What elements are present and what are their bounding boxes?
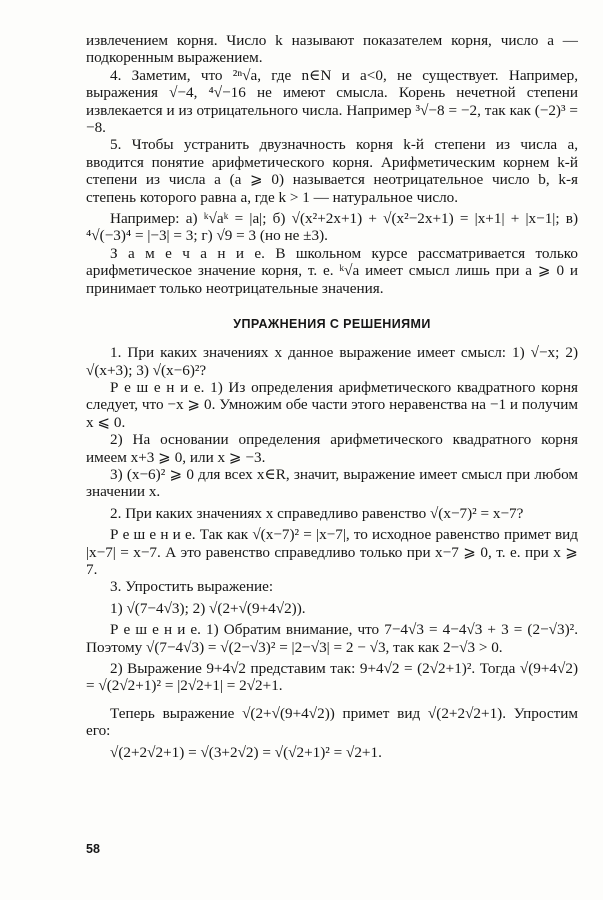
exercise-1-solution-2: 2) На основании определения арифметического квадратного корня имеем x+3 ⩾ 0, или x ⩾ −3. xyxy=(86,431,578,466)
exercise-3-solution-2: 2) Выражение 9+4√2 представим так: 9+4√2 = (2√2+1)². Тогда √(9+4√2) = √(2√2+1)² = |2√2+1| = 2√2+1. xyxy=(86,660,578,695)
exercise-3-expressions: 1) √(7−4√3); 2) √(2+√(9+4√2)). xyxy=(110,599,306,617)
section-heading: УПРАЖНЕНИЯ С РЕШЕНИЯМИ xyxy=(233,317,431,332)
exercise-1-question: 1. При каких значениях x данное выражение имеет смысл: 1) √−x; 2) √(x+3); 3) √(x−6)²? xyxy=(86,344,578,379)
paragraph-4: 4. Заметим, что ²ⁿ√a, где n∈N и a<0, не существует. Например, выражения √−4, ⁴√−16 не имеют смысла. Корень нечетной степени извлекается и из отрицательного числа. Например ³√−8 = −2, так как (−2)³ = −8. xyxy=(86,66,578,137)
exercise-2-question: 2. При каких значениях x справедливо равенство √(x−7)² = x−7? xyxy=(110,504,524,522)
page-body xyxy=(86,32,578,761)
paragraph-remark: З а м е ч а н и е. В школьном курсе рассматривается только арифметическое значение корня, т. е. ᵏ√a имеет смысл лишь при a ⩾ 0 и принимает только неотрицательные значения. xyxy=(86,244,578,297)
exercise-1-solution-1: Р е ш е н и е. 1) Из определения арифметического квадратного корня следует, что −x ⩾ 0. Умножим обе части этого неравенства на −1 и получим x ⩽ 0. xyxy=(86,378,578,431)
paragraph-5: 5. Чтобы устранить двузначность корня k-й степени из числа a, вводится понятие арифметического корня. Арифметическим корнем k-й степени из числа a (a ⩾ 0) называется неотрицательное число b, k-я степень которого равна a, где k > 1 — натуральное число. xyxy=(86,136,578,206)
paragraph-intro: извлечением корня. Число k называют показателем корня, число a — подкоренным выражением. xyxy=(86,32,578,67)
exercise-3-solution-1: Р е ш е н и е. 1) Обратим внимание, что 7−4√3 = 4−4√3 + 3 = (2−√3)². Поэтому √(7−4√3) = √(2−√3)² = |2−√3| = 2 − √3, так как 2−√3 > 0. xyxy=(86,621,578,656)
page-number: 58 xyxy=(86,842,100,856)
exercise-1-solution-3: 3) (x−6)² ⩾ 0 для всех x∈R, значит, выражение имеет смысл при любом значении x. xyxy=(86,465,578,501)
exercise-3-transition: Теперь выражение √(2+√(9+4√2)) примет вид √(2+2√2+1). Упростим его: xyxy=(86,704,578,740)
exercise-3-question: 3. Упростить выражение: xyxy=(110,578,274,596)
exercise-3-final: √(2+2√2+1) = √(3+2√2) = √(√2+1)² = √2+1. xyxy=(110,743,382,761)
paragraph-examples: Например: а) ᵏ√aᵏ = |a|; б) √(x²+2x+1) + √(x²−2x+1) = |x+1| + |x−1|; в) ⁴√(−3)⁴ = |−3| = 3; г) √9 = 3 (но не ±3). xyxy=(86,210,578,245)
exercise-2-solution: Р е ш е н и е. Так как √(x−7)² = |x−7|, то исходное равенство примет вид |x−7| = x−7. А это равенство справедливо только при x−7 ⩾ 0, т. е. при x ⩾ 7. xyxy=(86,526,578,578)
